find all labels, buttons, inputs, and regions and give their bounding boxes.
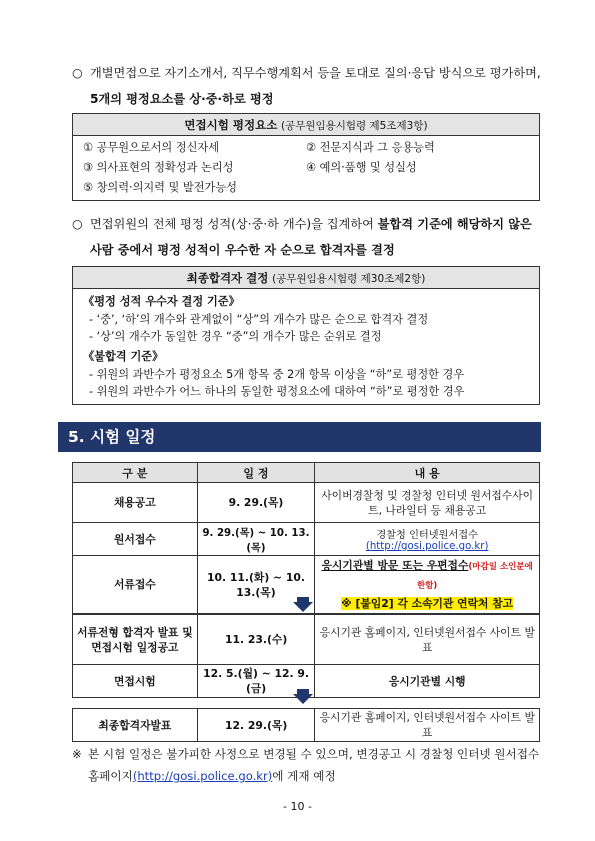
schedule-table-middle: [72, 614, 540, 698]
note-mark: ※: [72, 747, 82, 761]
header-content: 내 용: [315, 463, 540, 483]
criteria-line: - ‘중’, ‘하’의 개수와 관계없이 “상”의 개수가 많은 순으로 합격자 결정: [89, 313, 429, 326]
contact-reference: ※ [붙임2] 각 소속기관 연락처 참고: [341, 597, 514, 610]
evaluation-factors-legal-ref: (공무원임용시험령 제5조제3항): [280, 120, 428, 132]
final-decision-legal-ref: (공무원임용시험령 제30조제2항): [272, 273, 426, 285]
down-arrow-icon: [293, 602, 313, 612]
final-decision-title: 최종합격자 결정: [186, 271, 269, 285]
schedule-table-bottom: [72, 708, 540, 742]
row-content: 응시기관별 시행: [315, 665, 540, 698]
schedule-table-top: [72, 462, 540, 614]
factor-item: ③ 의사표현의 정확성과 논리성: [83, 161, 234, 174]
postmark-note: (마감일 소인분에 한함): [417, 562, 533, 591]
factor-item: ① 공무원으로서의 정신자세: [83, 141, 220, 154]
row-date: 12. 29.(목): [197, 709, 315, 742]
circle-bullet: ○: [72, 66, 83, 80]
row-label: 서류접수: [73, 556, 198, 614]
header-category: 구 분: [73, 463, 198, 483]
row-date: 9. 29.(목): [197, 483, 315, 523]
final-decision-header: [73, 267, 539, 289]
evaluation-factors-body: [73, 136, 539, 200]
schedule-change-note: [72, 743, 542, 787]
factor-item: ④ 예의·품행 및 성실성: [306, 161, 417, 174]
note-text: 본 시험 일정은 불가피한 사정으로 변경될 수 있으며, 변경공고 시 경찰청 인터넷 원서접수 홈페이지: [88, 747, 540, 783]
row-content: 응시기관 홈페이지, 인터넷원서접수 사이트 발표: [315, 709, 540, 742]
row-date: 12. 5.(월) ~ 12. 9.(금): [197, 665, 315, 698]
factor-item: ② 전문지식과 그 응용능력: [306, 141, 435, 154]
section-title-bar: 5. 시험 일정: [58, 422, 541, 452]
note-gosi-link[interactable]: (http://gosi.police.go.kr): [132, 769, 273, 783]
row-content: [315, 556, 540, 614]
apply-content-text: 경찰청 인터넷원서접수: [376, 530, 478, 541]
gosi-link[interactable]: (http://gosi.police.go.kr): [365, 541, 489, 552]
row-date: 9. 29.(목) ~ 10. 13.(목): [197, 523, 315, 556]
row-label: 최종합격자발표: [73, 709, 198, 742]
criteria-line: - ‘상’의 개수가 동일한 경우 “중”의 개수가 많은 순위로 결정: [89, 330, 382, 343]
interview-method-paragraph: [72, 60, 542, 112]
row-content: [315, 523, 540, 556]
table-row: [73, 483, 540, 523]
docs-method-text: 응시기관별 방문 또는 우편접수: [321, 559, 469, 572]
evaluation-factors-list: [83, 139, 529, 197]
criteria-line: - 위원의 과반수가 평정요소 5개 항목 중 2개 항목 이상을 “하”로 평정한 경우: [89, 368, 465, 381]
para2-bold-text: 불합격 기준에 해당하지 않은 사람 중에서 평정 성적이 우수한 자 순으로 합격자를 결정: [90, 217, 532, 257]
excellence-criteria-heading: 《평정 성적 우수자 결정 기준》: [83, 295, 240, 308]
evaluation-factors-box: [72, 113, 540, 201]
page-number: - 10 -: [283, 800, 312, 813]
down-arrow-icon: [293, 694, 313, 704]
fail-criteria-heading: 《불합격 기준》: [83, 350, 164, 363]
para2-text: 면접위원의 전체 평정 성적(상·중·하 개수)을 집계하여: [90, 217, 378, 231]
row-label: 채용공고: [73, 483, 198, 523]
table-row: [73, 709, 540, 742]
row-content: 응시기관 홈페이지, 인터넷원서접수 사이트 발표: [315, 615, 540, 665]
row-content: 사이버경찰청 및 경찰청 인터넷 원서접수사이트, 나라일터 등 채용공고: [315, 483, 540, 523]
para1-text: 개별면접으로 자기소개서, 직무수행계획서 등을 토대로 질의·응답 방식으로 평가하며,: [90, 66, 541, 80]
note-text-end: 에 게재 예정: [272, 769, 336, 783]
evaluation-factors-title: 면접시험 평정요소: [184, 118, 278, 132]
table-header-row: [73, 463, 540, 483]
final-decision-body: [73, 289, 539, 404]
final-decision-paragraph: [72, 211, 542, 263]
table-row: [73, 615, 540, 665]
criteria-line: - 위원의 과반수가 어느 하나의 동일한 평정요소에 대하여 “하”로 평정한 경우: [89, 385, 465, 398]
row-label: 면접시험: [73, 665, 198, 698]
row-date: 11. 23.(수): [197, 615, 315, 665]
table-row: [73, 523, 540, 556]
row-label: 원서접수: [73, 523, 198, 556]
row-date: 10. 11.(화) ~ 10. 13.(목): [197, 556, 315, 614]
final-decision-box: [72, 266, 540, 405]
circle-bullet: ○: [72, 217, 83, 231]
para1-bold-text: 5개의 평정요소를 상·중·하로 평정: [90, 92, 274, 106]
row-label: 서류전형 합격자 발표 및 면접시험 일정공고: [73, 615, 198, 665]
evaluation-factors-header: [73, 114, 539, 136]
header-date: 일 정: [197, 463, 315, 483]
factor-item: ⑤ 창의력·의지력 및 발전가능성: [83, 181, 237, 194]
